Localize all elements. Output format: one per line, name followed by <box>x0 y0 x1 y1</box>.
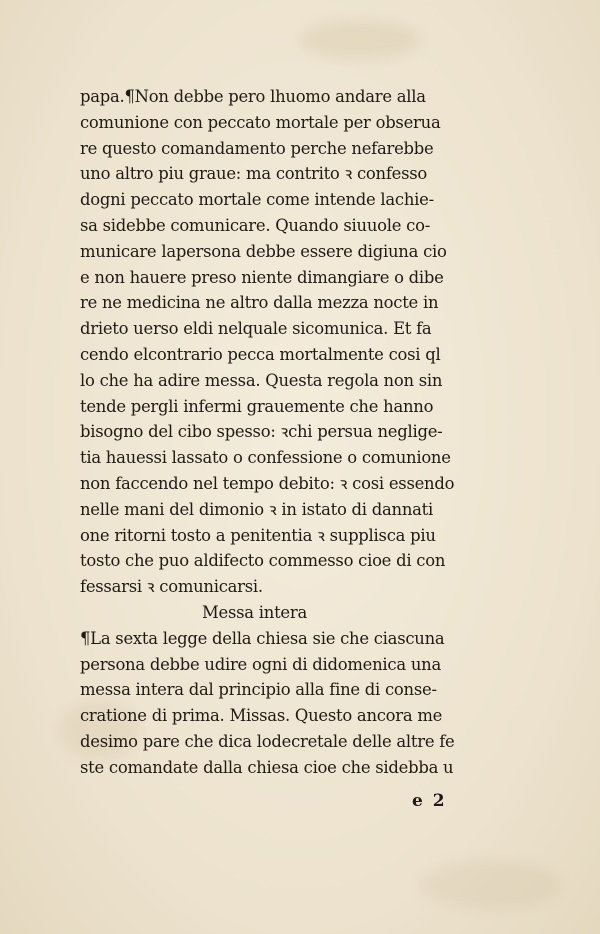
text-line: uno altro piu graue: ma contrito ꝛ confesso <box>80 164 428 184</box>
text-line: messa intera dal principio alla fine di conse- <box>80 680 437 700</box>
text-line: e non hauere preso niente dimangiare o dibe <box>80 267 444 287</box>
text-line: persona debbe udire ogni di didomenica una <box>80 654 441 674</box>
text-line: desimo pare che dica lodecretale delle altre fe <box>80 731 455 751</box>
paper-stain <box>420 860 560 910</box>
text-line: tosto che puo aldifecto commesso cioe di con <box>80 551 446 571</box>
text-line: cendo elcontrario pecca mortalmente cosi ql <box>80 344 441 364</box>
text-line: drieto uerso eldi nelquale sicomunica. Et fa <box>80 319 432 339</box>
text-line: cratione di prima. Missas. Questo ancora me <box>80 706 443 726</box>
text-line: tia hauessi lassato o confessione o comunione <box>80 448 451 468</box>
text-line: municare lapersona debbe essere digiuna cio <box>80 241 447 261</box>
text-line: re ne medicina ne altro dalla mezza nocte in <box>80 293 439 313</box>
text-line: fessarsi ꝛ comunicarsi. <box>80 577 263 597</box>
signature-mark: e 2 <box>412 791 447 811</box>
text-line: re questo comandamento perche nefarebbe <box>80 138 434 158</box>
text-line: papa.¶Non debbe pero lhuomo andare alla <box>80 87 426 106</box>
text-line: ste comandate dalla chiesa cioe che sidebba u <box>80 757 454 777</box>
text-line: comunione con peccato mortale per obserua <box>80 112 441 132</box>
section-heading: Messa intera <box>202 602 307 622</box>
text-line: nelle mani del dimonio ꝛ in istato di dannati <box>80 499 433 519</box>
text-line: sa sidebbe comunicare. Quando siuuole co- <box>80 215 430 235</box>
text-line: lo che ha adire messa. Questa regola non sin <box>80 370 443 390</box>
text-line: tende pergli infermi grauemente che hanno <box>80 396 434 416</box>
text-line: bisogno del cibo spesso: ꝛchi persua neglige- <box>80 422 443 442</box>
text-line: ¶La sexta legge della chiesa sie che ciascuna <box>80 628 445 648</box>
text-line: one ritorni tosto a penitentia ꝛ supplisca piu <box>80 525 436 545</box>
text-block <box>80 84 490 781</box>
text-line: dogni peccato mortale come intende lachie- <box>80 190 434 210</box>
paper-stain <box>300 20 420 60</box>
text-line: non faccendo nel tempo debito: ꝛ cosi essendo <box>80 473 455 493</box>
